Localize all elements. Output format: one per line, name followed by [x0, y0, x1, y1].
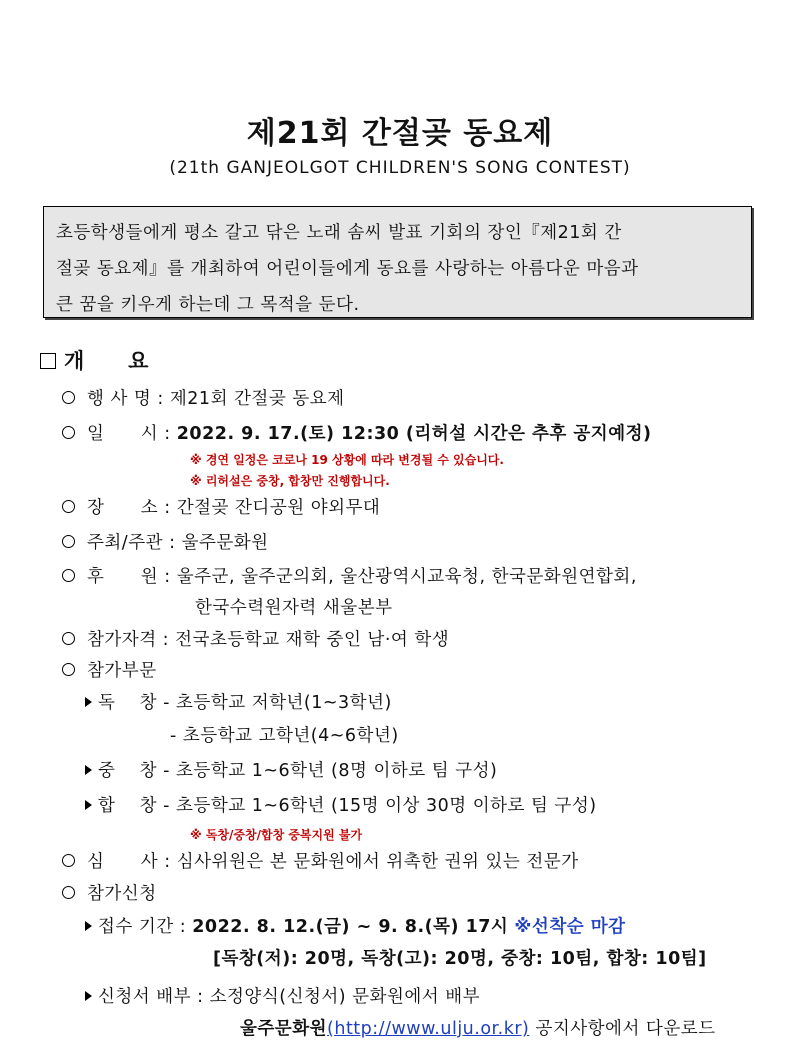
org-name: 울주문화원	[240, 1019, 328, 1039]
intro-line-3: 큰 꿈을 키우게 하는데 그 목적을 둔다.	[56, 295, 360, 315]
sponsor-value-1: 울주군, 울주군의회, 울산광역시교육청, 한국문화원연합회,	[176, 567, 637, 587]
document-title: 제21회 간절곶 동요제	[246, 116, 554, 151]
sponsor-label: 후 원 :	[87, 567, 171, 587]
period-note: ※선착순 마감	[514, 917, 626, 937]
triangle-bullet-icon	[85, 921, 92, 931]
solo-label: 독 창 -	[98, 693, 170, 713]
venue-value: 간절곶 잔디공원 야외무대	[176, 498, 381, 518]
choir-value: 초등학교 1~6학년 (15명 이상 30명 이하로 팀 구성)	[176, 796, 597, 816]
website-link[interactable]: (http://www.ulju.or.kr)	[327, 1019, 530, 1039]
venue-label: 장 소 :	[87, 498, 171, 518]
judging-value: 심사위원은 본 문화원에서 위촉한 권위 있는 전문가	[176, 852, 579, 872]
eligibility-label: 참가자격 :	[87, 630, 170, 650]
period-label: 접수 기간 :	[98, 917, 187, 937]
solo-low-row	[85, 689, 392, 714]
event-name-row	[62, 385, 345, 410]
circle-bullet-icon	[62, 535, 75, 548]
categories-row	[62, 657, 157, 682]
triangle-bullet-icon	[85, 765, 92, 775]
solo-high-dash: -	[170, 726, 177, 746]
solo-high-value: 초등학교 고학년(4~6학년)	[182, 726, 399, 746]
date-note-2: ※ 리허설은 중창, 합창만 진행합니다.	[190, 474, 390, 488]
categories-note: ※ 독창/중창/합창 중복지원 불가	[190, 828, 363, 842]
sponsor-row	[62, 563, 637, 588]
circle-bullet-icon	[62, 569, 75, 582]
intro-box	[43, 206, 752, 318]
download-row	[240, 1015, 716, 1040]
event-name-value: 제21회 간절곶 동요제	[169, 389, 345, 409]
circle-bullet-icon	[62, 886, 75, 899]
circle-bullet-icon	[62, 426, 75, 439]
triangle-bullet-icon	[85, 991, 92, 1001]
judging-row	[62, 848, 579, 873]
solo-high-row	[170, 722, 399, 747]
period-row	[85, 913, 626, 938]
circle-bullet-icon	[62, 663, 75, 676]
form-label: 신청서 배부 :	[98, 987, 204, 1007]
event-name-label: 행 사 명 :	[87, 389, 164, 409]
quota-text: [독창(저): 20명, 독창(고): 20명, 중창: 10팀, 합창: 10팀]	[213, 949, 707, 969]
download-text: 공지사항에서 다운로드	[535, 1019, 716, 1039]
host-row	[62, 529, 269, 554]
choir-row	[85, 792, 597, 817]
circle-bullet-icon	[62, 854, 75, 867]
host-label: 주최/주관 :	[87, 533, 176, 553]
host-value: 울주문화원	[181, 533, 269, 553]
form-value: 소정양식(신청서) 문화원에서 배부	[209, 987, 481, 1007]
date-value: 2022. 9. 17.(토) 12:30 (리허설 시간은 추후 공지예정)	[176, 424, 652, 444]
triangle-bullet-icon	[85, 697, 92, 707]
sponsor-value-2: 한국수력원자력 새울본부	[195, 598, 393, 618]
circle-bullet-icon	[62, 500, 75, 513]
date-row	[62, 420, 652, 445]
application-label: 참가신청	[87, 884, 157, 904]
circle-bullet-icon	[62, 632, 75, 645]
section-title: 개 요	[64, 349, 149, 373]
section-heading	[40, 345, 148, 375]
application-row	[62, 880, 157, 905]
eligibility-row	[62, 626, 449, 651]
checkbox-square-icon	[40, 353, 56, 369]
venue-row	[62, 494, 380, 519]
document-subtitle: (21th GANJEOLGOT CHILDREN'S SONG CONTEST)	[169, 158, 631, 178]
triangle-bullet-icon	[85, 800, 92, 810]
date-label: 일 시 :	[87, 424, 171, 444]
solo-low-value: 초등학교 저학년(1~3학년)	[176, 693, 392, 713]
period-value: 2022. 8. 12.(금) ~ 9. 8.(목) 17시	[192, 917, 509, 937]
circle-bullet-icon	[62, 391, 75, 404]
ensemble-row	[85, 757, 497, 782]
form-row	[85, 983, 480, 1008]
judging-label: 심 사 :	[87, 852, 171, 872]
choir-label: 합 창 -	[98, 796, 170, 816]
ensemble-label: 중 창 -	[98, 761, 170, 781]
intro-line-1: 초등학생들에게 평소 갈고 닦은 노래 솜씨 발표 기회의 장인『제21회 간	[56, 223, 622, 243]
date-note-1: ※ 경연 일정은 코로나 19 상황에 따라 변경될 수 있습니다.	[190, 453, 504, 467]
intro-line-2: 절곶 동요제』를 개최하여 어린이들에게 동요를 사랑하는 아름다운 마음과	[56, 259, 639, 279]
categories-label: 참가부문	[87, 661, 157, 681]
ensemble-value: 초등학교 1~6학년 (8명 이하로 팀 구성)	[176, 761, 498, 781]
eligibility-value: 전국초등학교 재학 중인 남·여 학생	[175, 630, 450, 650]
